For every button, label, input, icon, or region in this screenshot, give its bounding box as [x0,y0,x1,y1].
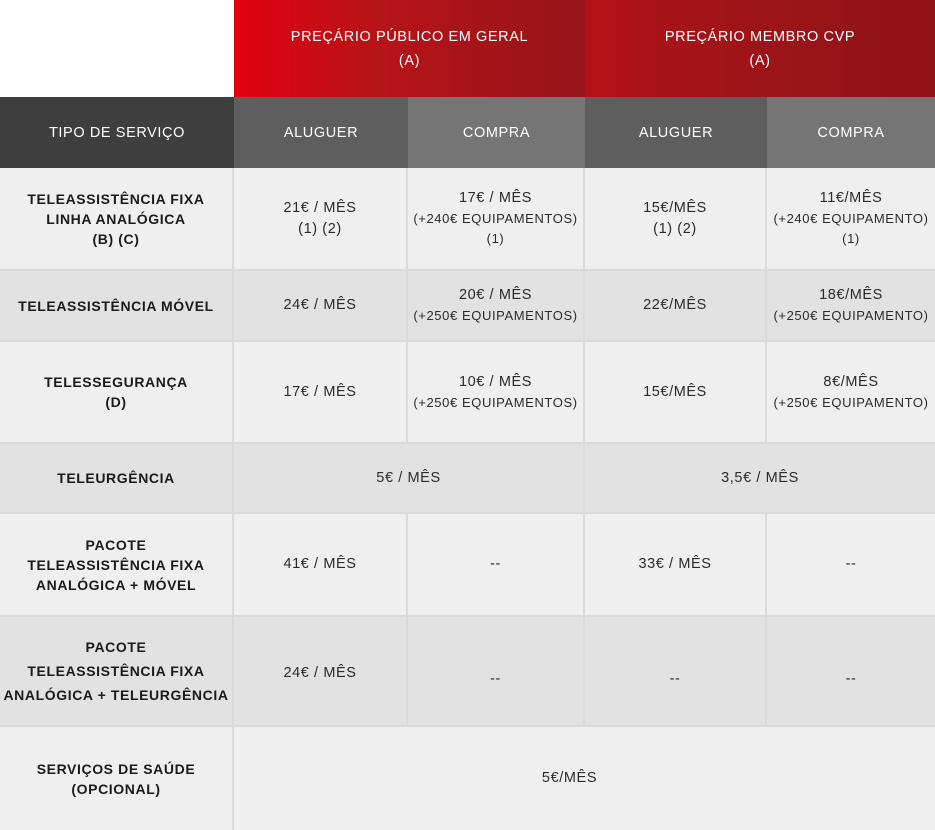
price-member-compra: -- [767,514,935,617]
price-member-compra: 11€/MÊS (+240€ EQUIPAMENTO) (1) [767,168,935,271]
col-header-public-compra: COMPRA [408,97,585,168]
header-public-pricing [234,0,585,97]
header-public-title: PREÇÁRIO PÚBLICO EM GERAL [290,28,529,45]
price-public-aluguer: 17€ / MÊS [234,342,408,444]
price-public-aluguer: 24€ / MÊS [234,271,408,342]
price-member-aluguer: 33€ / MÊS [585,514,767,617]
table-row [0,514,935,617]
pricing-header-row [0,0,935,97]
table-row [0,342,935,444]
price-public-merged: 5€ / MÊS [234,444,585,514]
price-public-compra: 20€ / MÊS (+250€ EQUIPAMENTOS) [408,271,585,342]
header-member-note: (A) [749,52,771,69]
price-member-compra: 18€/MÊS (+250€ EQUIPAMENTO) [767,271,935,342]
price-public-aluguer: 41€ / MÊS [234,514,408,617]
service-label: SERVIÇOS DE SAÚDE (OPCIONAL) [0,727,234,830]
header-public-note: (A) [398,52,421,69]
price-public-compra: -- [408,514,585,617]
price-public-compra: 10€ / MÊS (+250€ EQUIPAMENTOS) [408,342,585,444]
col-header-member-aluguer: ALUGUER [585,97,767,168]
service-label: PACOTE TELEASSISTÊNCIA FIXA ANALÓGICA + TELEURGÊNCIA [0,617,234,727]
header-blank-cell [0,0,234,97]
col-header-tipo: TIPO DE SERVIÇO [0,97,234,168]
service-label: TELEURGÊNCIA [0,444,234,514]
price-member-aluguer: 15€/MÊS [585,342,767,444]
table-row [0,168,935,271]
col-header-member-compra: COMPRA [767,97,935,168]
table-row [0,617,935,727]
price-member-aluguer: 15€/MÊS (1) (2) [585,168,767,271]
price-public-aluguer: 21€ / MÊS (1) (2) [234,168,408,271]
header-member-title: PREÇÁRIO MEMBRO CVP [664,28,856,45]
service-label: TELEASSISTÊNCIA FIXA LINHA ANALÓGICA (B) (C) [0,168,234,271]
table-row [0,271,935,342]
price-member-merged: 3,5€ / MÊS [585,444,935,514]
price-member-aluguer: 22€/MÊS [585,271,767,342]
column-header-row [0,97,935,168]
service-label: TELESSEGURANÇA (D) [0,342,234,444]
header-member-pricing [585,0,935,97]
price-public-aluguer: 24€ / MÊS [234,617,408,727]
price-all-merged: 5€/MÊS [234,727,935,830]
price-member-aluguer: -- [585,617,767,727]
service-label: TELEASSISTÊNCIA MÓVEL [0,271,234,342]
price-member-compra: -- [767,617,935,727]
table-row [0,444,935,514]
table-row [0,727,935,830]
service-label: PACOTE TELEASSISTÊNCIA FIXA ANALÓGICA + MÓVEL [0,514,234,617]
price-public-compra: 17€ / MÊS (+240€ EQUIPAMENTOS) (1) [408,168,585,271]
price-member-compra: 8€/MÊS (+250€ EQUIPAMENTO) [767,342,935,444]
price-public-compra: -- [408,617,585,727]
col-header-public-aluguer: ALUGUER [234,97,408,168]
